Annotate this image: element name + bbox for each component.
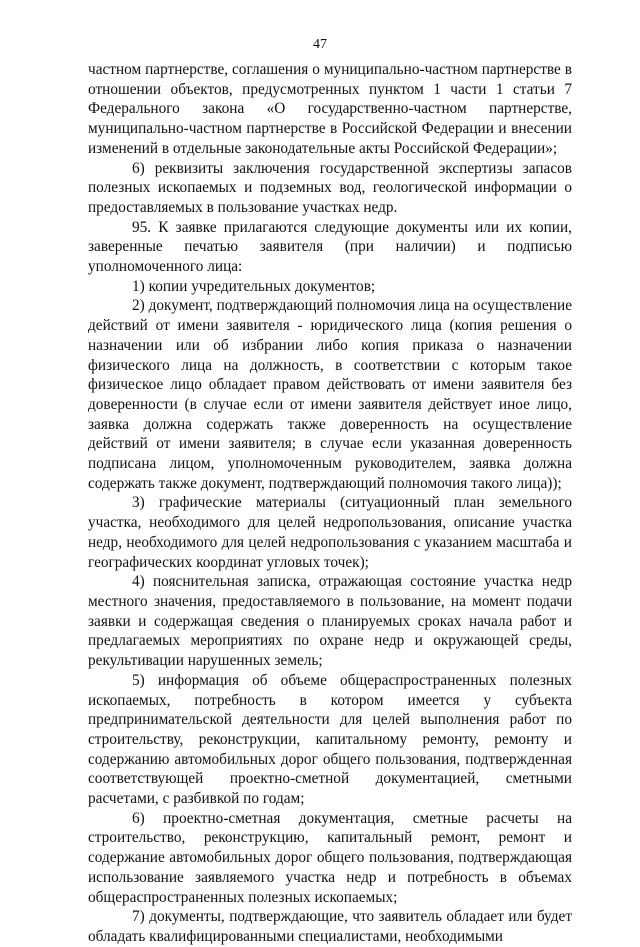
paragraph-item-3: 3) графические материалы (ситуационный план земельного участка, необходимого для целей недропользования, описание участка недр, необходимого для целей недропользования с указанием масштаба и географических координат угловых точек); <box>88 494 572 571</box>
paragraph-item-6-expertise: 6) реквизиты заключения государственной экспертизы запасов полезных ископаемых и подземных вод, геологической информации о предоставляемых в пользование участках недр. <box>88 159 572 216</box>
page-number: 47 <box>313 37 327 52</box>
paragraph-item-2: 2) документ, подтверждающий полномочия лица на осуществление действий от имени заявителя - юридического лица (копия решения о назначении или об избрании либо копия приказа о назначении физического лица на должность, в соответствии с которым такое физическое лицо обладает правом действовать от имени заявителя без доверенности (в случае если от имени заявителя действует иное лицо, заявка должна содержать также доверенность на осуществление действий от имени заявителя; в случае если указанная доверенность подписана лицом, уполномоченным руководителем, заявка должна содержать также документ, подтверждающий полномочия такого лица)); <box>88 297 572 492</box>
document-body <box>88 60 572 947</box>
paragraph-item-1: 1) копии учредительных документов; <box>132 277 376 295</box>
paragraph-item-5: 5) информация об объеме общераспространенных полезных ископаемых, потребность в котором имеется у субъекта предпринимательской деятельности для целей выполнения работ по строительству, реконструкции, капитальному ремонту, ремонту и содержанию автомобильных дорог общего пользования, подтвержденная соответствующей проектно-сметной документацией, сметными расчетами, с разбивкой по годам; <box>88 671 572 808</box>
paragraph-item-4: 4) пояснительная записка, отражающая состояние участка недр местного значения, предоставляемого в пользование, на момент подачи заявки и содержащая сведения о планируемых сроках начала работ и предлагаемых мероприятиях по охране недр и окружающей среды, рекультивации нарушенных земель; <box>88 573 572 670</box>
paragraph-continuation: частном партнерстве, соглашения о муниципально-частном партнерстве в отношении объектов, предусмотренных пунктом 1 части 1 статьи 7 Федерального закона «О государственно-частном партнерстве, муниципально-частном партнерстве в Российской Федерации и внесении изменений в отдельные законодательные акты Российской Федерации»; <box>88 61 572 157</box>
paragraph-item-7: 7) документы, подтверждающие, что заявитель обладает или будет обладать квалифицированными специалистами, необходимыми <box>88 908 572 945</box>
paragraph-item-6: 6) проектно-сметная документация, сметные расчеты на строительство, реконструкцию, капитальный ремонт, ремонт и содержание автомобильных дорог общего пользования, подтверждающая использование заявляемого участка недр и потребность в объемах общераспространенных полезных ископаемых; <box>88 809 572 906</box>
paragraph-95-intro: 95. К заявке прилагаются следующие документы или их копии, заверенные печатью заявителя (при наличии) и подписью уполномоченного лица: <box>88 218 572 276</box>
